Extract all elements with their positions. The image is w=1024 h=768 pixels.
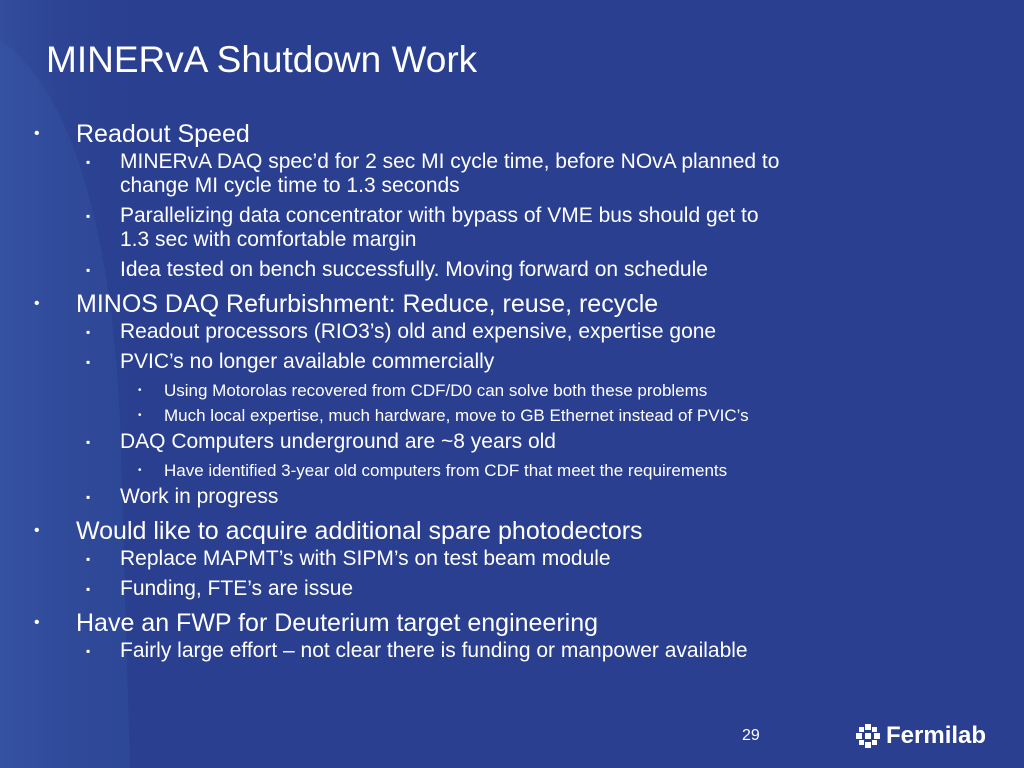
sub-bullet-text: Replace MAPMT’s with SIPM’s on test beam module [120, 547, 611, 570]
bullet-text: Have an FWP for Deuterium target engineering [76, 609, 599, 637]
sub-bullet [0, 577, 1024, 601]
bullet-dot-icon: • [34, 125, 40, 142]
bullet-text: MINOS DAQ Refurbishment: Reduce, reuse, recycle [76, 290, 659, 318]
sub-sub-bullet-text: Much local expertise, much hardware, move to GB Ethernet instead of PVIC’s [164, 406, 749, 425]
sub-bullet-dot-icon: ▪ [86, 355, 91, 369]
sub-bullet [0, 204, 1024, 252]
sub-bullet-text: Work in progress [120, 485, 279, 508]
bullet-dot-icon: • [34, 522, 40, 539]
sub-bullet-text: Readout processors (RIO3’s) old and expensive, expertise gone [120, 320, 717, 343]
sub-bullet-dot-icon: ▪ [86, 155, 91, 169]
bullet-minos-daq [0, 288, 1024, 320]
bullet-text: Would like to acquire additional spare photodectors [76, 517, 643, 545]
sub-bullet [0, 258, 1024, 282]
sub-bullet-dot-icon: ▪ [86, 552, 91, 566]
sub-bullet-text: Parallelizing data concentrator with bypass of VME bus should get to [120, 204, 759, 227]
sub-sub-bullet-text: Have identified 3-year old computers from CDF that meet the requirements [164, 461, 728, 480]
sub-bullet [0, 639, 1024, 663]
sub-bullet-dot-icon: ▪ [86, 644, 91, 658]
bullet-photodetectors [0, 515, 1024, 547]
sub-bullet [0, 430, 1024, 454]
sub-bullet-text-cont: change MI cycle time to 1.3 seconds [120, 174, 460, 197]
bullet-dot-icon: • [34, 295, 40, 312]
sub-bullet [0, 320, 1024, 344]
sub-bullet [0, 350, 1024, 374]
bullet-dot-icon: • [34, 614, 40, 631]
sub-sub-bullet-dot-icon: • [138, 385, 142, 396]
bullet-readout-speed [0, 118, 1024, 150]
sub-bullet [0, 485, 1024, 509]
page-number: 29 [742, 727, 760, 744]
sub-bullet-dot-icon: ▪ [86, 263, 91, 277]
sub-sub-bullet [0, 460, 1024, 481]
sub-bullet-text-cont: 1.3 sec with comfortable margin [120, 228, 417, 251]
fermilab-logo [856, 722, 986, 750]
sub-bullet-dot-icon: ▪ [86, 490, 91, 504]
bullet-text: Readout Speed [76, 120, 250, 148]
sub-sub-bullet [0, 380, 1024, 401]
sub-sub-bullet-dot-icon: • [138, 410, 142, 421]
sub-bullet-dot-icon: ▪ [86, 325, 91, 339]
fermilab-logo-text: Fermilab [886, 722, 987, 749]
sub-bullet-text: Funding, FTE’s are issue [120, 577, 354, 600]
slide-title: MINERvA Shutdown Work [46, 39, 478, 80]
sub-sub-bullet-dot-icon: • [138, 465, 142, 476]
sub-bullet [0, 547, 1024, 571]
sub-bullet-dot-icon: ▪ [86, 435, 91, 449]
sub-sub-bullet-text: Using Motorolas recovered from CDF/D0 can solve both these problems [164, 381, 708, 400]
sub-bullet-text: DAQ Computers underground are ~8 years old [120, 430, 556, 453]
sub-bullet-text: MINERvA DAQ spec’d for 2 sec MI cycle time, before NOvA planned to [120, 150, 780, 173]
sub-bullet-text: PVIC’s no longer available commercially [120, 350, 495, 373]
sub-sub-bullet [0, 405, 1024, 426]
sub-bullet-dot-icon: ▪ [86, 209, 91, 223]
fermilab-logo-icon [856, 724, 880, 748]
slide-body [0, 118, 1024, 669]
sub-bullet [0, 150, 1024, 198]
sub-bullet-text: Idea tested on bench successfully. Moving forward on schedule [120, 258, 708, 281]
bullet-fwp [0, 607, 1024, 639]
sub-bullet-text: Fairly large effort – not clear there is funding or manpower available [120, 639, 748, 662]
sub-bullet-dot-icon: ▪ [86, 582, 91, 596]
